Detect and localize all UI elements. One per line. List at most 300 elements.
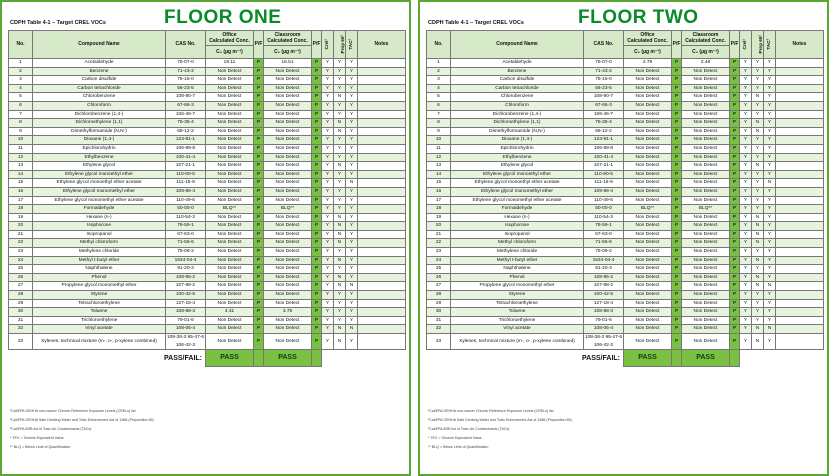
prop65-flag: Y xyxy=(752,101,764,110)
classroom-pass-cell: PASS xyxy=(682,350,730,367)
table-row xyxy=(9,308,406,317)
classroom-pf: P xyxy=(730,84,740,93)
classroom-conc: Non Detect xyxy=(682,76,730,85)
row-number: 24 xyxy=(9,256,33,265)
compound-name: Isopropanol xyxy=(451,230,584,239)
classroom-conc: Non Detect xyxy=(264,127,312,136)
office-conc: Non Detect xyxy=(624,334,672,350)
office-conc: Non Detect xyxy=(624,153,672,162)
notes-cell xyxy=(776,59,824,68)
footnote: * TEV = Toluene Equivalent Value xyxy=(428,436,482,440)
office-conc: Non Detect xyxy=(206,67,254,76)
cas-number: 100-41-4 xyxy=(584,153,624,162)
office-pf: P xyxy=(672,273,682,282)
compound-name: Propylene glycol monomethyl ether xyxy=(33,282,166,291)
prop65-flag: N xyxy=(752,325,764,334)
notes-cell xyxy=(776,334,824,350)
classroom-conc: BLQ** xyxy=(264,205,312,214)
cas-number: 108-88-3 xyxy=(584,308,624,317)
table-row xyxy=(427,273,824,282)
prop65-flag: N xyxy=(334,256,346,265)
footnotes xyxy=(10,407,405,452)
office-conc: Non Detect xyxy=(624,76,672,85)
classroom-pf: P xyxy=(312,67,322,76)
cas-number: 123-91-1 xyxy=(584,136,624,145)
office-pf: P xyxy=(672,187,682,196)
row-number: 2 xyxy=(9,67,33,76)
classroom-pf: P xyxy=(312,101,322,110)
row-number: 18 xyxy=(427,205,451,214)
notes-cell xyxy=(358,230,406,239)
compound-name: Xylenes, technical mixture (m-, o-, p-xylene combined) xyxy=(451,334,584,350)
notes-cell xyxy=(358,59,406,68)
compound-name: Dichloroethylene (1,1) xyxy=(451,119,584,128)
compound-name: Chloroform xyxy=(33,101,166,110)
classroom-conc: 16.51 xyxy=(264,59,312,68)
compound-name: Acetaldehyde xyxy=(33,59,166,68)
notes-cell xyxy=(776,136,824,145)
office-pf: P xyxy=(254,334,264,350)
office-pf: P xyxy=(254,222,264,231)
classroom-pf: P xyxy=(730,334,740,350)
classroom-pf: P xyxy=(730,179,740,188)
row-number: 23 xyxy=(427,248,451,257)
cas-number: 75-15-0 xyxy=(584,76,624,85)
row-number: 6 xyxy=(427,101,451,110)
notes-cell xyxy=(358,316,406,325)
notes-cell xyxy=(776,179,824,188)
cas-number: 107-21-1 xyxy=(166,162,206,171)
office-pf: P xyxy=(672,248,682,257)
table-row xyxy=(427,282,824,291)
classroom-conc: Non Detect xyxy=(682,101,730,110)
prop65-flag: N xyxy=(752,222,764,231)
tac-flag: Y xyxy=(764,230,776,239)
tac-flag: Y xyxy=(764,170,776,179)
classroom-conc: Non Detect xyxy=(264,316,312,325)
table-row xyxy=(9,179,406,188)
crel-flag: Y xyxy=(322,248,334,257)
crel-flag: Y xyxy=(322,308,334,317)
classroom-conc: Non Detect xyxy=(264,93,312,102)
row-number: 3 xyxy=(9,76,33,85)
cas-number: 107-98-2 xyxy=(166,282,206,291)
notes-cell xyxy=(358,222,406,231)
prop65-flag: N xyxy=(752,282,764,291)
classroom-conc: Non Detect xyxy=(682,230,730,239)
cas-number: 110-49-6 xyxy=(584,196,624,205)
crel-flag: Y xyxy=(322,291,334,300)
office-conc: Non Detect xyxy=(206,127,254,136)
classroom-pf: P xyxy=(730,308,740,317)
crel-flag: Y xyxy=(740,291,752,300)
table-row xyxy=(427,76,824,85)
office-pf: P xyxy=(672,205,682,214)
notes-cell xyxy=(358,119,406,128)
compound-name: Methyl chloroform xyxy=(33,239,166,248)
notes-cell xyxy=(358,248,406,257)
classroom-pf: P xyxy=(312,230,322,239)
cas-number: 110-54-3 xyxy=(584,213,624,222)
classroom-conc: Non Detect xyxy=(682,248,730,257)
compound-name: Carbon tetrachloride xyxy=(33,84,166,93)
office-conc: Non Detect xyxy=(624,84,672,93)
classroom-pf: P xyxy=(312,162,322,171)
crel-flag: Y xyxy=(740,162,752,171)
cas-number: 111-15-9 xyxy=(166,179,206,188)
row-number: 23 xyxy=(9,248,33,257)
crel-flag: Y xyxy=(322,59,334,68)
cas-number: 111-15-9 xyxy=(584,179,624,188)
notes-cell xyxy=(358,325,406,334)
cas-number: 100-42-5 xyxy=(584,291,624,300)
crel-flag: Y xyxy=(322,127,334,136)
tac-flag: Y xyxy=(346,196,358,205)
compound-name: Phenol xyxy=(33,273,166,282)
header-compound: Compound Name xyxy=(33,31,166,59)
crel-flag: Y xyxy=(322,230,334,239)
classroom-pf: P xyxy=(730,76,740,85)
table-row xyxy=(427,256,824,265)
classroom-conc: Non Detect xyxy=(682,127,730,136)
notes-cell xyxy=(776,170,824,179)
notes-cell xyxy=(776,84,824,93)
prop65-flag: N xyxy=(752,256,764,265)
classroom-pf: P xyxy=(312,256,322,265)
footnote: ²Cal/EPA OEHHA Safe Drinking Water and Toxic Enforcement Act of 1986 (Proposition 65) xyxy=(428,418,572,422)
notes-cell xyxy=(776,101,824,110)
office-pf: P xyxy=(672,170,682,179)
office-conc: Non Detect xyxy=(206,179,254,188)
office-conc: Non Detect xyxy=(624,213,672,222)
header-office-label: Office xyxy=(222,31,237,38)
notes-cell xyxy=(358,273,406,282)
notes-cell xyxy=(776,110,824,119)
classroom-conc: Non Detect xyxy=(682,282,730,291)
prop65-flag: N xyxy=(752,230,764,239)
cas-number: 71-55-6 xyxy=(584,239,624,248)
classroom-pf: P xyxy=(730,144,740,153)
table-row xyxy=(427,299,824,308)
row-number: 4 xyxy=(9,84,33,93)
crel-flag: Y xyxy=(740,187,752,196)
notes-cell xyxy=(776,222,824,231)
compound-name: Formaldehyde xyxy=(33,205,166,214)
crel-flag: Y xyxy=(740,273,752,282)
prop65-flag: Y xyxy=(334,316,346,325)
row-number: 12 xyxy=(9,153,33,162)
compound-name: Hexane (n-) xyxy=(33,213,166,222)
floor-two-table xyxy=(426,30,824,367)
table-row xyxy=(427,265,824,274)
compound-name: Dichloroethylene (1,1) xyxy=(33,119,166,128)
tac-flag: Y xyxy=(346,213,358,222)
tac-flag: Y xyxy=(346,84,358,93)
prop65-flag: Y xyxy=(334,153,346,162)
crel-flag: Y xyxy=(322,76,334,85)
classroom-pf: P xyxy=(312,119,322,128)
classroom-conc: Non Detect xyxy=(264,256,312,265)
crel-flag: Y xyxy=(322,222,334,231)
classroom-pf: P xyxy=(730,67,740,76)
office-pf: P xyxy=(254,76,264,85)
prop65-flag: N xyxy=(334,325,346,334)
cas-number: 123-91-1 xyxy=(166,136,206,145)
header-prop65 xyxy=(334,31,346,59)
table-row xyxy=(9,291,406,300)
row-number: 10 xyxy=(427,136,451,145)
notes-cell xyxy=(358,256,406,265)
cas-number: 108-88-3 xyxy=(166,308,206,317)
crel-flag: Y xyxy=(322,170,334,179)
office-pf: P xyxy=(254,248,264,257)
compound-name: Ethylene glycol monomethyl ether xyxy=(451,187,584,196)
row-number: 32 xyxy=(9,325,33,334)
office-conc: Non Detect xyxy=(206,110,254,119)
office-pf: P xyxy=(672,334,682,350)
crel-flag: Y xyxy=(322,136,334,145)
classroom-conc: Non Detect xyxy=(682,179,730,188)
prop65-flag: Y xyxy=(334,110,346,119)
classroom-pf: P xyxy=(312,179,322,188)
classroom-conc: Non Detect xyxy=(264,299,312,308)
tac-flag: Y xyxy=(764,222,776,231)
row-number: 24 xyxy=(427,256,451,265)
classroom-conc: Non Detect xyxy=(264,265,312,274)
classroom-conc: Non Detect xyxy=(682,256,730,265)
table-row xyxy=(9,162,406,171)
cas-number: 108-05-4 xyxy=(166,325,206,334)
table-row xyxy=(427,110,824,119)
classroom-pf: P xyxy=(312,325,322,334)
cas-number: 68-12-2 xyxy=(166,127,206,136)
notes-cell xyxy=(776,256,824,265)
row-number: 25 xyxy=(427,265,451,274)
crel-flag: Y xyxy=(322,93,334,102)
footnote: ²Cal/EPA OEHHA Safe Drinking Water and Toxic Enforcement Act of 1986 (Proposition 65) xyxy=(10,418,154,422)
prop65-flag: Y xyxy=(752,110,764,119)
prop65-flag: N xyxy=(334,222,346,231)
classroom-conc: Non Detect xyxy=(264,119,312,128)
row-number: 16 xyxy=(427,187,451,196)
prop65-flag: N xyxy=(334,162,346,171)
office-conc: Non Detect xyxy=(624,187,672,196)
prop65-flag: N xyxy=(334,273,346,282)
row-number: 15 xyxy=(9,179,33,188)
office-conc: Non Detect xyxy=(206,316,254,325)
header-notes: Notes xyxy=(776,31,824,59)
office-conc: Non Detect xyxy=(624,162,672,171)
prop65-flag: Y xyxy=(334,67,346,76)
cas-number: 106-46-7 xyxy=(166,110,206,119)
header-no: No. xyxy=(9,31,33,59)
office-pf: P xyxy=(254,230,264,239)
cas-number: 75-07-0 xyxy=(584,59,624,68)
tac-flag: Y xyxy=(764,316,776,325)
crel-flag: Y xyxy=(322,84,334,93)
compound-name: Isophorone xyxy=(451,222,584,231)
office-pf: P xyxy=(672,59,682,68)
classroom-conc: Non Detect xyxy=(682,144,730,153)
compound-name: Chloroform xyxy=(451,101,584,110)
notes-cell xyxy=(776,291,824,300)
pass-fail-label: PASS/FAIL: xyxy=(9,350,206,367)
classroom-pf: P xyxy=(730,265,740,274)
classroom-pass-cell: PASS xyxy=(264,350,312,367)
office-pf: P xyxy=(254,119,264,128)
tac-flag: Y xyxy=(346,67,358,76)
classroom-pf: P xyxy=(312,308,322,317)
office-pf: P xyxy=(254,213,264,222)
notes-cell xyxy=(776,282,824,291)
office-conc: Non Detect xyxy=(206,334,254,350)
prop65-flag: N xyxy=(334,127,346,136)
classroom-pf: P xyxy=(312,248,322,257)
compound-name: Hexane (n-) xyxy=(451,213,584,222)
classroom-pf: P xyxy=(730,110,740,119)
compound-name: Xylenes, technical mixture (m-, o-, p-xylene combined) xyxy=(33,334,166,350)
office-pf: P xyxy=(254,101,264,110)
compound-name: Chlorobenzene xyxy=(451,93,584,102)
row-number: 13 xyxy=(427,162,451,171)
table-row xyxy=(427,196,824,205)
crel-flag: Y xyxy=(322,67,334,76)
table-row xyxy=(9,282,406,291)
cas-number: 108-38-3 95-47-6 106-42-3 xyxy=(166,334,206,350)
notes-cell xyxy=(358,179,406,188)
classroom-pf: P xyxy=(312,291,322,300)
cas-number: 91-20-3 xyxy=(166,265,206,274)
table-row xyxy=(9,196,406,205)
notes-cell xyxy=(358,308,406,317)
crel-flag: Y xyxy=(740,84,752,93)
classroom-conc: Non Detect xyxy=(682,119,730,128)
tac-flag: Y xyxy=(764,334,776,350)
row-number: 11 xyxy=(427,144,451,153)
tac-flag: Y xyxy=(346,93,358,102)
tac-flag: Y xyxy=(346,187,358,196)
crel-flag: Y xyxy=(322,119,334,128)
cas-number: 108-90-7 xyxy=(166,93,206,102)
office-pass-pf xyxy=(672,350,682,367)
office-pf: P xyxy=(672,93,682,102)
classroom-conc: Non Detect xyxy=(264,334,312,350)
classroom-pf: P xyxy=(312,76,322,85)
classroom-conc: Non Detect xyxy=(682,196,730,205)
cas-number: 108-05-4 xyxy=(584,325,624,334)
office-conc: Non Detect xyxy=(624,170,672,179)
classroom-conc: Non Detect xyxy=(264,76,312,85)
tac-flag: Y xyxy=(764,110,776,119)
crel-flag: Y xyxy=(740,248,752,257)
row-number: 22 xyxy=(427,239,451,248)
table-row xyxy=(9,110,406,119)
office-pf: P xyxy=(254,93,264,102)
crel-flag: Y xyxy=(322,144,334,153)
header-crel xyxy=(322,31,334,59)
office-conc: Non Detect xyxy=(206,187,254,196)
classroom-conc: 2.48 xyxy=(682,59,730,68)
prop65-flag: Y xyxy=(752,144,764,153)
header-notes: Notes xyxy=(358,31,406,59)
compound-name: Formaldehyde xyxy=(451,205,584,214)
table-row xyxy=(427,325,824,334)
crel-flag: Y xyxy=(740,110,752,119)
cas-number: 71-43-2 xyxy=(584,67,624,76)
classroom-pf: P xyxy=(730,316,740,325)
cas-number: 110-49-6 xyxy=(166,196,206,205)
prop65-flag: Y xyxy=(752,170,764,179)
tac-flag: Y xyxy=(346,170,358,179)
crel-flag: Y xyxy=(740,308,752,317)
tac-flag: Y xyxy=(346,76,358,85)
table-row xyxy=(427,101,824,110)
office-pf: P xyxy=(672,196,682,205)
office-conc: Non Detect xyxy=(206,291,254,300)
crel-flag: Y xyxy=(322,256,334,265)
tac-flag: Y xyxy=(764,291,776,300)
footnote: ³Cal/EPA ARB list of Toxic Air Contaminants (TACs) xyxy=(428,427,510,431)
header-pf: P/F xyxy=(730,31,740,59)
tac-flag: Y xyxy=(346,299,358,308)
table-row xyxy=(9,170,406,179)
tac-flag: Y xyxy=(764,76,776,85)
compound-name: Styrene xyxy=(33,291,166,300)
notes-cell xyxy=(358,84,406,93)
row-number: 13 xyxy=(9,162,33,171)
office-pf: P xyxy=(254,84,264,93)
office-conc: Non Detect xyxy=(624,248,672,257)
prop65-flag: Y xyxy=(752,76,764,85)
office-pf: P xyxy=(254,162,264,171)
tac-flag: Y xyxy=(346,248,358,257)
notes-cell xyxy=(776,119,824,128)
prop65-flag: Y xyxy=(752,153,764,162)
header-pf: P/F xyxy=(254,31,264,59)
tac-flag: Y xyxy=(764,248,776,257)
classroom-pf: P xyxy=(730,325,740,334)
notes-cell xyxy=(776,325,824,334)
table-row xyxy=(9,265,406,274)
row-number: 15 xyxy=(427,179,451,188)
compound-name: Methylene chloride xyxy=(33,248,166,257)
crel-flag: Y xyxy=(740,119,752,128)
classroom-pf: P xyxy=(312,93,322,102)
crel-flag: Y xyxy=(740,101,752,110)
compound-name: Ethylene glycol xyxy=(33,162,166,171)
prop65-flag: Y xyxy=(334,101,346,110)
cas-number: 108-95-2 xyxy=(584,273,624,282)
footnote: ³Cal/EPA ARB list of Toxic Air Contaminants (TACs) xyxy=(10,427,92,431)
classroom-conc: Non Detect xyxy=(264,248,312,257)
crel-flag: Y xyxy=(740,136,752,145)
tac-flag: Y xyxy=(346,256,358,265)
cas-number: 127-18-4 xyxy=(584,299,624,308)
classroom-pf: P xyxy=(312,213,322,222)
tac-flag: Y xyxy=(346,205,358,214)
office-conc: Non Detect xyxy=(624,110,672,119)
office-conc: Non Detect xyxy=(206,239,254,248)
classroom-conc: Non Detect xyxy=(264,196,312,205)
row-number: 27 xyxy=(427,282,451,291)
row-number: 7 xyxy=(9,110,33,119)
classroom-conc: Non Detect xyxy=(264,291,312,300)
compound-name: Acetaldehyde xyxy=(451,59,584,68)
classroom-pf: P xyxy=(730,256,740,265)
table-row xyxy=(427,205,824,214)
office-pf: P xyxy=(672,213,682,222)
cas-number: 1634-04-4 xyxy=(166,256,206,265)
